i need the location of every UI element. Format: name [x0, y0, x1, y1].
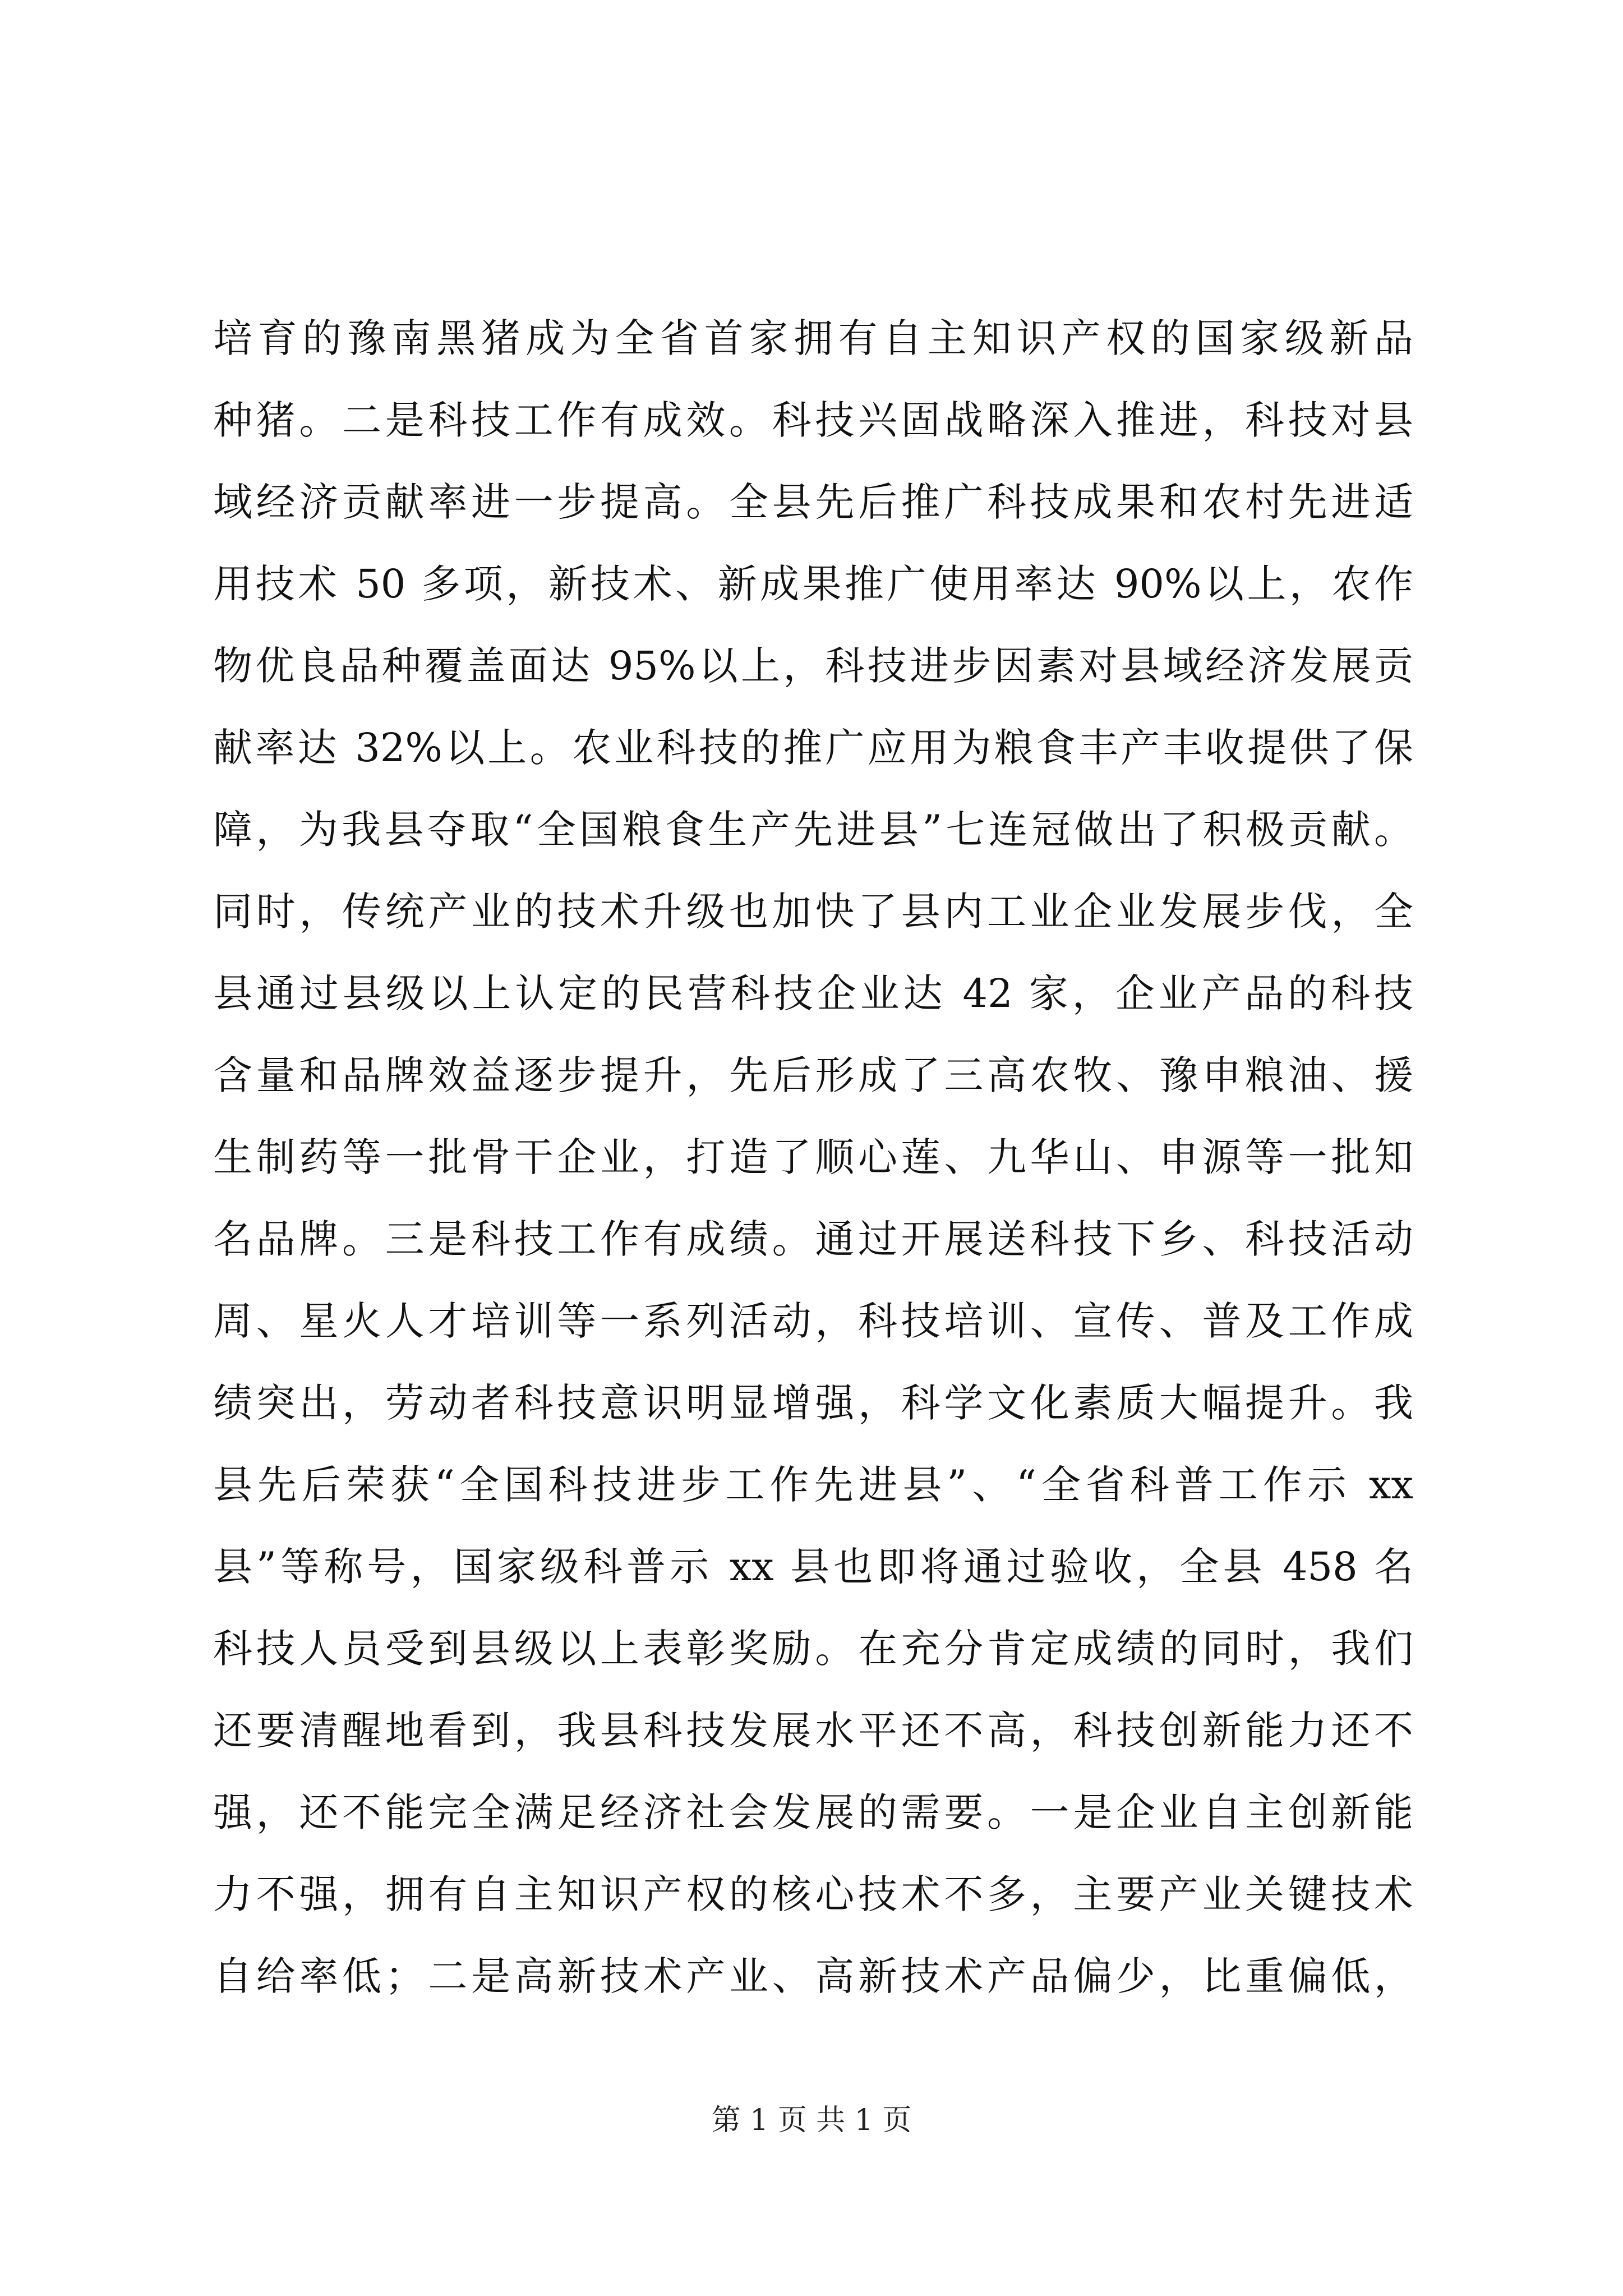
page-footer [0, 2101, 1623, 2140]
text-line: 力不强，拥有自主知识产权的核心技术不多，主要产业关键技术 [213, 1871, 1413, 1917]
text-line: 绩突出，劳动者科技意识明显增强，科学文化素质大幅提升。我 [213, 1380, 1413, 1426]
text-line: 科技人员受到县级以上表彰奖励。在充分肯定成绩的同时，我们 [213, 1626, 1413, 1672]
text-line: 域经济贡献率进一步提高。全县先后推广科技成果和农村先进适 [213, 479, 1413, 525]
text-line: 县通过县级以上认定的民营科技企业达 42 家，企业产品的科技 [213, 970, 1413, 1016]
text-line: 物优良品种覆盖面达 95%以上，科技进步因素对县域经济发展贡 [213, 643, 1413, 689]
text-line: 含量和品牌效益逐步提升，先后形成了三高农牧、豫申粮油、援 [213, 1052, 1413, 1098]
page-number: 第 1 页 共 1 页 [711, 2104, 912, 2137]
text-line: 培育的豫南黑猪成为全省首家拥有自主知识产权的国家级新品 [213, 315, 1413, 361]
text-line: 还要清醒地看到，我县科技发展水平还不高，科技创新能力还不 [213, 1708, 1413, 1754]
text-line: 种猪。二是科技工作有成效。科技兴固战略深入推进，科技对县 [213, 397, 1413, 443]
text-line: 县先后荣获“全国科技进步工作先进县”、“全省科普工作示 xx [213, 1462, 1413, 1508]
body-text [213, 297, 1413, 2017]
text-line: 县”等称号，国家级科普示 xx 县也即将通过验收，全县 458 名 [213, 1544, 1413, 1590]
text-line: 同时，传统产业的技术升级也加快了县内工业企业发展步伐，全 [213, 889, 1413, 935]
text-line: 自给率低；二是高新技术产业、高新技术产品偏少，比重偏低， [213, 1953, 1413, 1999]
text-line: 强，还不能完全满足经济社会发展的需要。一是企业自主创新能 [213, 1789, 1413, 1835]
text-line: 用技术 50 多项，新技术、新成果推广使用率达 90%以上，农作 [213, 561, 1413, 607]
text-line: 周、星火人才培训等一系列活动，科技培训、宣传、普及工作成 [213, 1298, 1413, 1344]
text-line: 生制药等一批骨干企业，打造了顺心莲、九华山、申源等一批知 [213, 1134, 1413, 1180]
text-line: 障，为我县夺取“全国粮食生产先进县”七连冠做出了积极贡献。 [213, 807, 1413, 853]
text-line: 名品牌。三是科技工作有成绩。通过开展送科技下乡、科技活动 [213, 1216, 1413, 1262]
text-line: 献率达 32%以上。农业科技的推广应用为粮食丰产丰收提供了保 [213, 725, 1413, 771]
